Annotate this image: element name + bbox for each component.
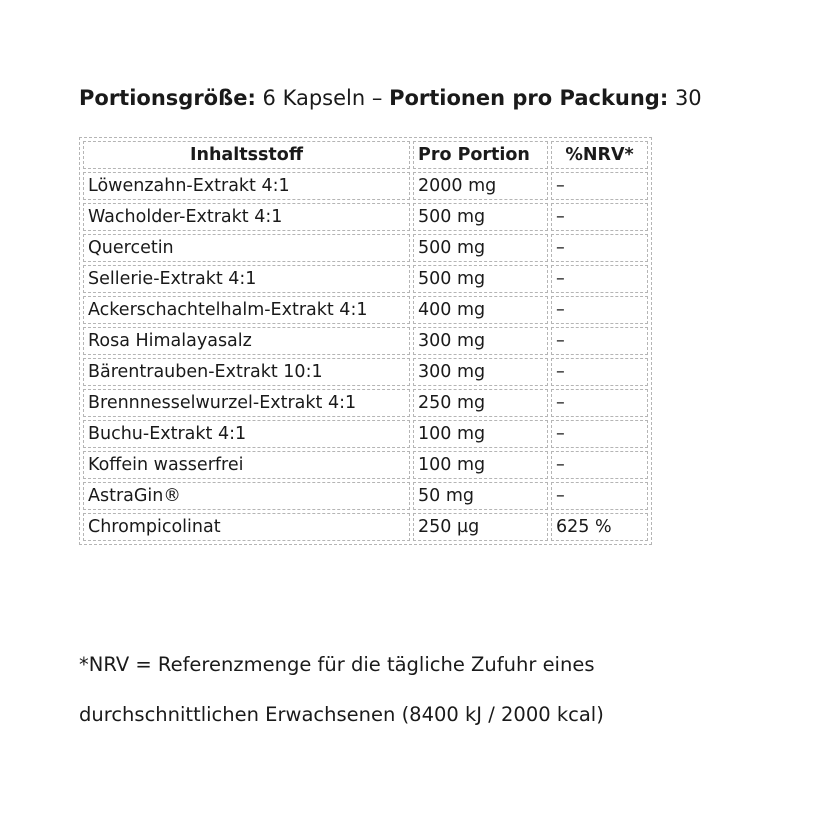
ingredient-amount: 300 mg — [413, 358, 548, 386]
ingredient-name: Sellerie-Extrakt 4:1 — [83, 265, 410, 293]
table-row — [83, 296, 648, 324]
ingredient-nrv: – — [551, 203, 648, 231]
table-header-row — [83, 141, 648, 169]
ingredient-nrv: – — [551, 389, 648, 417]
table-row — [83, 358, 648, 386]
table-row — [83, 265, 648, 293]
table-row — [83, 172, 648, 200]
ingredient-amount: 500 mg — [413, 234, 548, 262]
ingredient-amount: 250 mg — [413, 389, 548, 417]
ingredient-nrv: – — [551, 327, 648, 355]
header-ingredient: Inhaltsstoff — [83, 141, 410, 169]
ingredient-nrv: – — [551, 172, 648, 200]
ingredient-name: Wacholder-Extrakt 4:1 — [83, 203, 410, 231]
table-row — [83, 327, 648, 355]
ingredient-name: Koffein wasserfrei — [83, 451, 410, 479]
header-nrv: %NRV* — [551, 141, 648, 169]
serving-size-value: 6 Kapseln — [262, 86, 366, 110]
ingredient-name: Löwenzahn-Extrakt 4:1 — [83, 172, 410, 200]
nrv-footnote — [79, 640, 779, 740]
ingredient-name: Quercetin — [83, 234, 410, 262]
table-row — [83, 234, 648, 262]
ingredient-amount: 100 mg — [413, 420, 548, 448]
ingredient-amount: 500 mg — [413, 203, 548, 231]
servings-per-pack-value: 30 — [674, 86, 702, 110]
table-row — [83, 482, 648, 510]
ingredient-amount: 400 mg — [413, 296, 548, 324]
ingredient-amount: 2000 mg — [413, 172, 548, 200]
ingredient-amount: 100 mg — [413, 451, 548, 479]
ingredient-nrv: – — [551, 234, 648, 262]
servings-per-pack-label: Portionen pro Packung: — [389, 86, 669, 110]
ingredient-name: Brennnesselwurzel-Extrakt 4:1 — [83, 389, 410, 417]
ingredient-nrv: – — [551, 420, 648, 448]
ingredient-nrv: – — [551, 451, 648, 479]
table-row — [83, 203, 648, 231]
ingredient-amount: 50 mg — [413, 482, 548, 510]
ingredient-name: Rosa Himalayasalz — [83, 327, 410, 355]
ingredient-name: Buchu-Extrakt 4:1 — [83, 420, 410, 448]
header-per-portion: Pro Portion — [413, 141, 548, 169]
serving-separator: – — [371, 86, 383, 110]
ingredients-table — [79, 137, 652, 545]
ingredient-name: Chrompicolinat — [83, 513, 410, 541]
ingredient-nrv: – — [551, 482, 648, 510]
table-row — [83, 420, 648, 448]
serving-size-label: Portionsgröße: — [79, 86, 256, 110]
ingredient-nrv: 625 % — [551, 513, 648, 541]
footnote-line-1: *NRV = Referenzmenge für die tägliche Zufuhr eines — [79, 653, 595, 676]
serving-info — [79, 84, 702, 112]
footnote-line-2: durchschnittlichen Erwachsenen (8400 kJ / 2000 kcal) — [79, 703, 604, 726]
ingredient-name: AstraGin® — [83, 482, 410, 510]
ingredient-name: Bärentrauben-Extrakt 10:1 — [83, 358, 410, 386]
ingredient-amount: 300 mg — [413, 327, 548, 355]
ingredient-amount: 250 µg — [413, 513, 548, 541]
ingredient-nrv: – — [551, 265, 648, 293]
table-row — [83, 513, 648, 541]
ingredient-nrv: – — [551, 358, 648, 386]
ingredient-amount: 500 mg — [413, 265, 548, 293]
ingredient-nrv: – — [551, 296, 648, 324]
ingredient-name: Ackerschachtelhalm-Extrakt 4:1 — [83, 296, 410, 324]
table-row — [83, 451, 648, 479]
table-row — [83, 389, 648, 417]
